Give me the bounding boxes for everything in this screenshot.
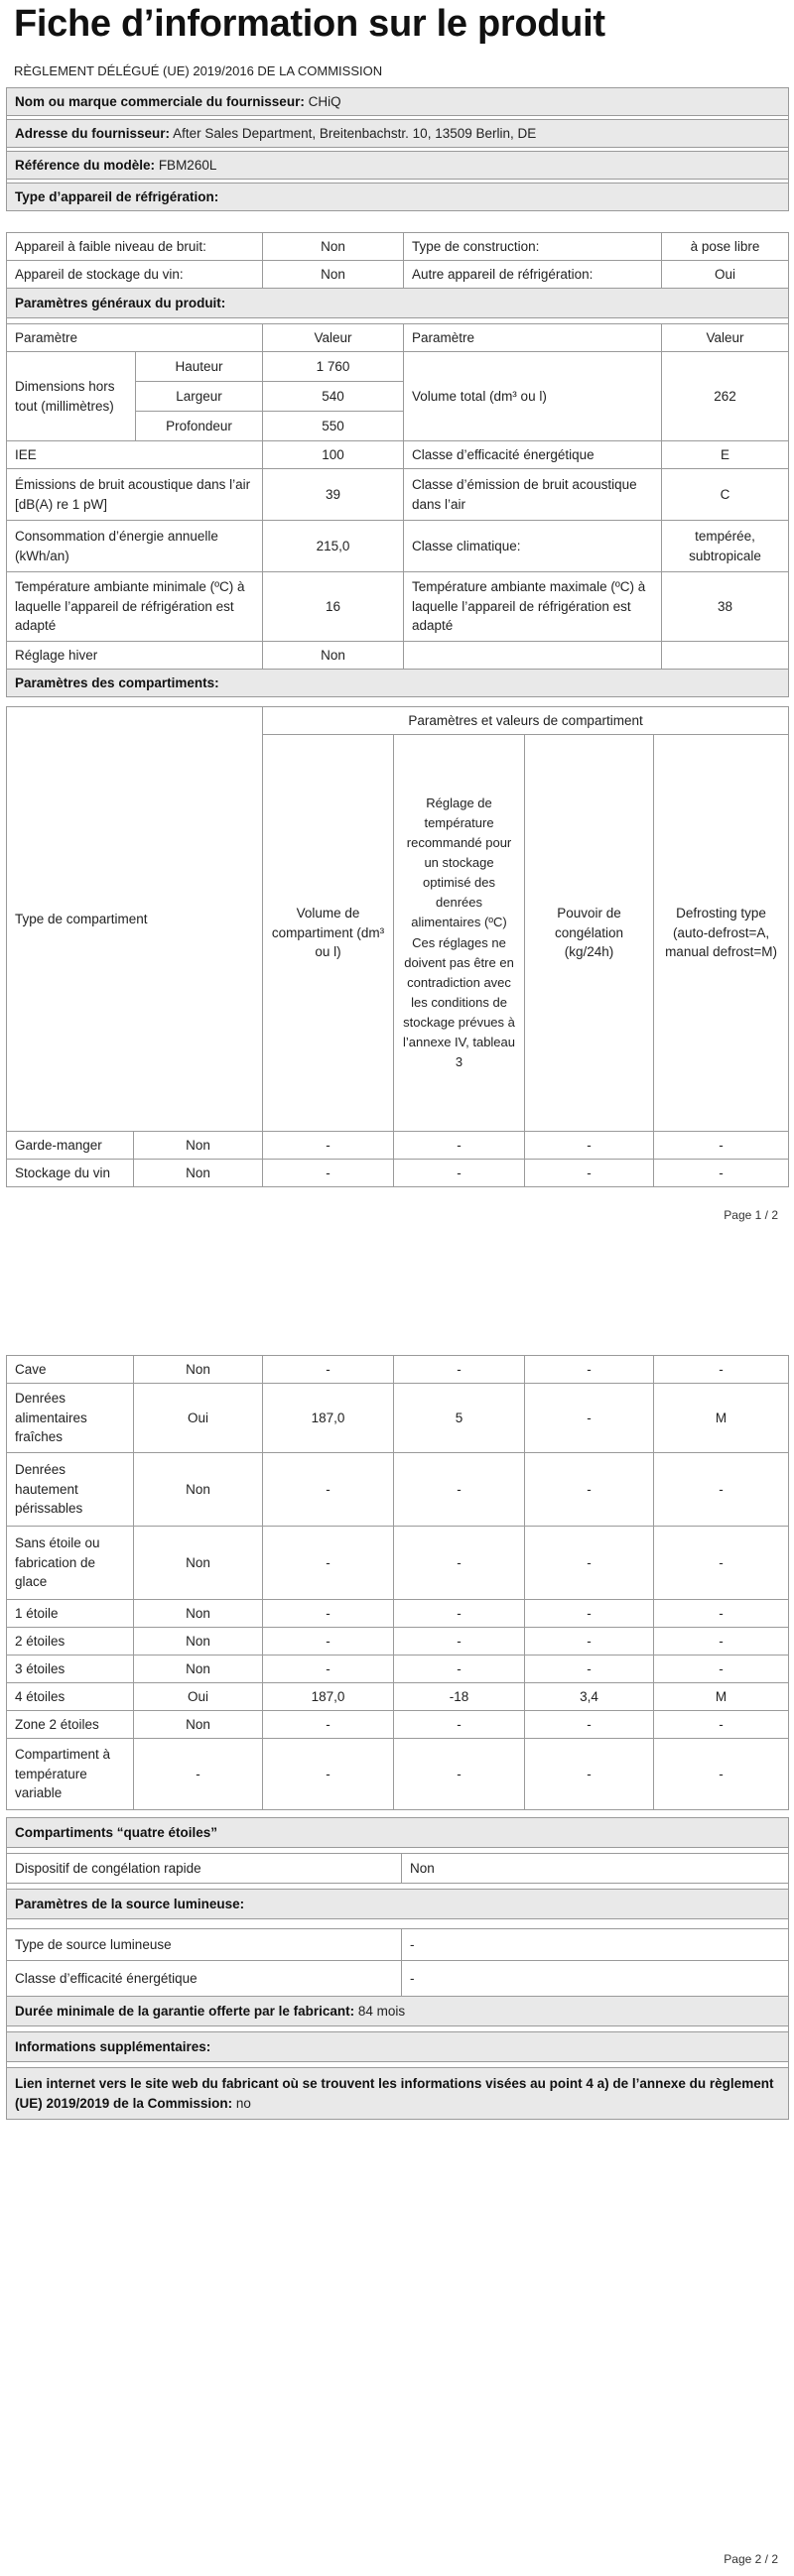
warranty-row — [7, 1997, 789, 2026]
light-source-header: Paramètres de la source lumineuse: — [7, 1890, 789, 1919]
light-type-label: Type de source lumineuse — [7, 1929, 402, 1961]
max-temp-label: Température ambiante maximale (ºC) à laquelle l’appareil de réfrigération est adapté — [404, 572, 662, 642]
compartments-table-1 — [6, 706, 789, 1187]
depth-label: Profondeur — [136, 412, 263, 441]
supplier-name-label: Nom ou marque commerciale du fournisseur: — [15, 93, 305, 109]
table-row: Sans étoile ou fabrication de glace Non - - - - — [7, 1527, 789, 1600]
additional-info-header: Informations supplémentaires: — [7, 2032, 789, 2062]
compartment-values-header: Paramètres et valeurs de compartiment — [263, 707, 789, 735]
supplier-name-row — [7, 88, 789, 116]
dimensions-label: Dimensions hors tout (millimètres) — [7, 352, 136, 441]
winter-setting-value: Non — [263, 642, 404, 670]
supplier-table — [6, 87, 789, 211]
table-row: Denrées alimentaires fraîches Oui 187,0 5 - M — [7, 1384, 789, 1453]
warranty-label: Durée minimale de la garantie offerte par le fabricant: — [15, 2003, 355, 2019]
energy-class-value: E — [662, 441, 789, 469]
noise-label: Émissions de bruit acoustique dans l’air [dB(A) re 1 pW] — [7, 469, 263, 521]
table-row: Stockage du vin Non - - - - — [7, 1160, 789, 1187]
page-number: Page 1 / 2 — [724, 1208, 778, 1222]
page-1 — [0, 0, 794, 1230]
compartment-params-header: Paramètres des compartiments: — [7, 670, 789, 697]
energy-class-label: Classe d’efficacité énergétique — [404, 441, 662, 469]
manufacturer-link-label: Lien internet vers le site web du fabricant où se trouvent les informations visées au point 4 a) de l’annexe du règlement (UE) 2019/2019 de la Commission: — [15, 2075, 774, 2111]
quick-freeze-label: Dispositif de congélation rapide — [7, 1854, 402, 1884]
supplier-address-row — [7, 120, 789, 148]
noise-class-label: Classe d’émission de bruit acoustique dans l’air — [404, 469, 662, 521]
compartments-table-2 — [6, 1355, 789, 1810]
supplier-name: CHiQ — [308, 93, 341, 109]
supplier-address: After Sales Department, Breitenbachstr. 10, 13509 Berlin, DE — [173, 125, 537, 141]
table-row: Cave Non - - - - — [7, 1356, 789, 1384]
table-row: 1 étoile Non - - - - — [7, 1600, 789, 1628]
table-row: Garde-manger Non - - - - — [7, 1132, 789, 1160]
compartment-type-label: Type de compartiment — [7, 707, 263, 1132]
value-column-header: Valeur — [263, 324, 404, 352]
wine-storage-value: Non — [263, 261, 404, 289]
value-column-header-2: Valeur — [662, 324, 789, 352]
light-class-value: - — [402, 1961, 789, 1997]
model-label: Référence du modèle: — [15, 157, 156, 173]
page-2 — [0, 1230, 794, 2576]
low-noise-label: Appareil à faible niveau de bruit: — [7, 233, 263, 261]
max-temp-value: 38 — [662, 572, 789, 642]
min-temp-label: Température ambiante minimale (ºC) à laquelle l’appareil de réfrigération est adapté — [7, 572, 263, 642]
total-volume-label: Volume total (dm³ ou l) — [404, 352, 662, 441]
freezing-capacity-column-header: Pouvoir de congélation (kg/24h) — [525, 735, 654, 1132]
width-value: 540 — [263, 382, 404, 412]
other-appliance-label: Autre appareil de réfrigération: — [404, 261, 662, 289]
temperature-setting-column-header: Réglage de température recommandé pour un stockage optimisé des denrées alimentaires (ºC) Ces réglages ne doivent pas être en contradiction avec les conditions de stockage prévues à l’annexe IV, tableau 3 — [394, 735, 525, 1132]
construction-value: à pose libre — [662, 233, 789, 261]
table-row: 3 étoiles Non - - - - — [7, 1656, 789, 1683]
wine-storage-label: Appareil de stockage du vin: — [7, 261, 263, 289]
light-class-label: Classe d’efficacité énergétique — [7, 1961, 402, 1997]
general-parameters-table — [6, 232, 789, 697]
model-reference: FBM260L — [158, 157, 217, 173]
table-row: 2 étoiles Non - - - - — [7, 1628, 789, 1656]
consumption-label: Consommation d’énergie annuelle (kWh/an) — [7, 521, 263, 572]
eei-value: 100 — [263, 441, 404, 469]
document-title: Fiche d’information sur le produit — [14, 3, 605, 45]
param-column-header: Paramètre — [7, 324, 263, 352]
table-row: Compartiment à température variable - - - - - — [7, 1739, 789, 1810]
appliance-type-header: Type d’appareil de réfrigération: — [7, 184, 789, 211]
table-row: 4 étoiles Oui 187,0 -18 3,4 M — [7, 1683, 789, 1711]
consumption-value: 215,0 — [263, 521, 404, 572]
total-volume-value: 262 — [662, 352, 789, 441]
warranty-value: 84 mois — [357, 2003, 406, 2019]
height-label: Hauteur — [136, 352, 263, 382]
manufacturer-link-value: no — [235, 2095, 251, 2111]
winter-setting-label: Réglage hiver — [7, 642, 263, 670]
manufacturer-link-row — [7, 2068, 789, 2120]
general-params-header: Paramètres généraux du produit: — [7, 289, 789, 318]
climate-class-label: Classe climatique: — [404, 521, 662, 572]
height-value: 1 760 — [263, 352, 404, 382]
model-row — [7, 152, 789, 180]
defrost-type-column-header: Defrosting type (auto-defrost=A, manual defrost=M) — [654, 735, 789, 1132]
supplier-address-label: Adresse du fournisseur: — [15, 125, 171, 141]
noise-class-value: C — [662, 469, 789, 521]
regulation-reference: RÈGLEMENT DÉLÉGUÉ (UE) 2019/2016 DE LA COMMISSION — [14, 63, 383, 78]
light-type-value: - — [402, 1929, 789, 1961]
construction-label: Type de construction: — [404, 233, 662, 261]
width-label: Largeur — [136, 382, 263, 412]
param-column-header-2: Paramètre — [404, 324, 662, 352]
four-star-header: Compartiments “quatre étoiles” — [7, 1818, 789, 1848]
noise-value: 39 — [263, 469, 404, 521]
depth-value: 550 — [263, 412, 404, 441]
other-appliance-value: Oui — [662, 261, 789, 289]
min-temp-value: 16 — [263, 572, 404, 642]
table-row: Denrées hautement périssables Non - - - - — [7, 1453, 789, 1527]
page-number: Page 2 / 2 — [724, 2552, 778, 2566]
table-row: Zone 2 étoiles Non - - - - — [7, 1711, 789, 1739]
low-noise-value: Non — [263, 233, 404, 261]
quick-freeze-value: Non — [402, 1854, 789, 1884]
climate-class-value: tempérée, subtropicale — [662, 521, 789, 572]
eei-label: IEE — [7, 441, 263, 469]
additional-info-table — [6, 1817, 789, 2120]
volume-column-header: Volume de compartiment (dm³ ou l) — [263, 735, 394, 1132]
